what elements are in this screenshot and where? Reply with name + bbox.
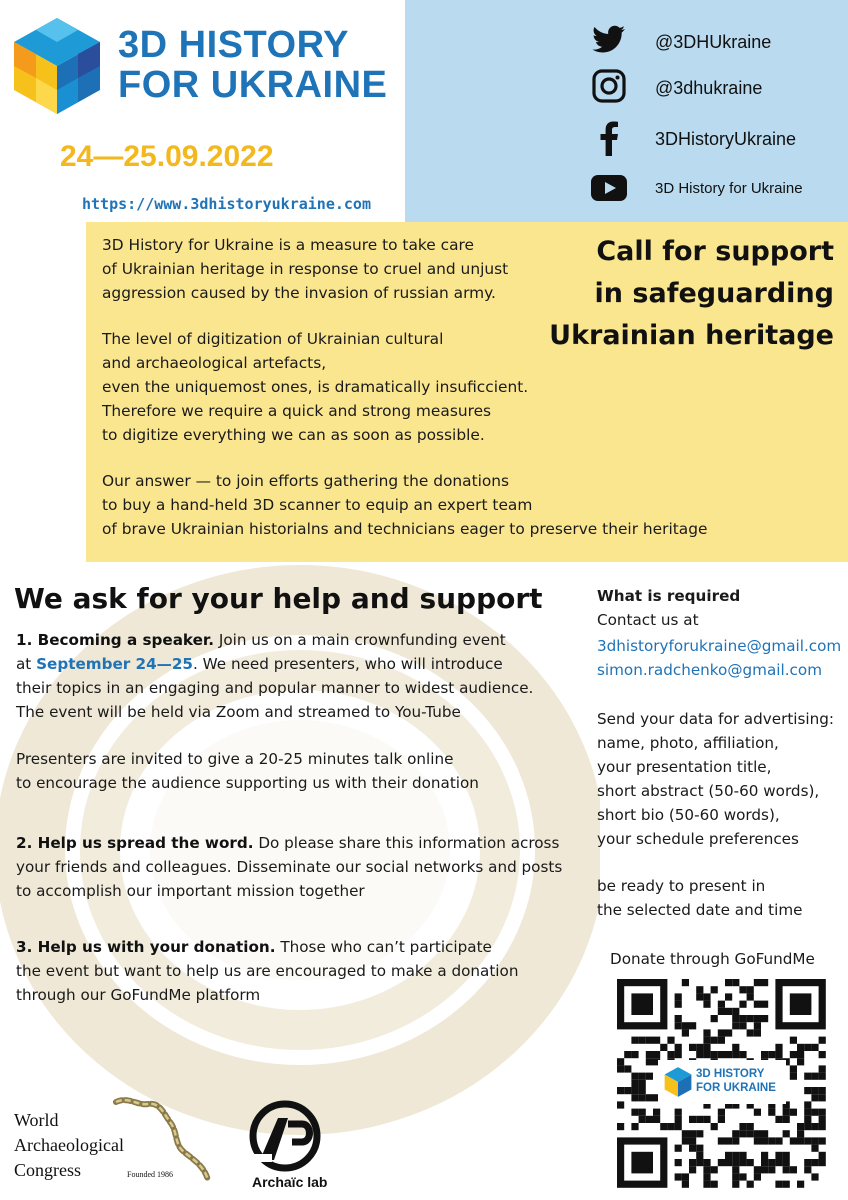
qr-module	[682, 1137, 689, 1144]
required-line: name, photo, affiliation,	[597, 734, 779, 752]
qr-module	[718, 1008, 725, 1015]
qr-module	[675, 1173, 682, 1180]
qr-module	[660, 1044, 667, 1051]
qr-module	[804, 1073, 811, 1080]
qr-logo-line1: 3D HISTORY	[696, 1068, 765, 1080]
qr-module	[653, 1116, 660, 1123]
qr-module	[811, 1159, 818, 1166]
qr-module	[675, 1051, 682, 1058]
qr-module	[819, 1152, 826, 1159]
qr-module	[811, 1145, 818, 1152]
qr-module	[768, 1166, 775, 1173]
qr-module	[696, 1159, 703, 1166]
qr-module	[804, 1087, 811, 1094]
wac-line2: Archaeological	[14, 1135, 124, 1155]
qr-module	[689, 1145, 696, 1152]
qr-module	[646, 1116, 653, 1123]
qr-module	[804, 1116, 811, 1123]
required-heading: What is required	[597, 587, 741, 605]
support-heading: We ask for your help and support	[14, 582, 543, 615]
qr-module	[725, 1159, 732, 1166]
qr-module	[811, 1123, 818, 1130]
qr-module	[761, 979, 768, 986]
qr-module	[653, 1037, 660, 1044]
qr-module	[747, 1015, 754, 1022]
qr-module	[775, 1181, 782, 1188]
facebook-icon	[590, 120, 628, 156]
qr-module	[718, 1109, 725, 1116]
qr-module	[718, 1037, 725, 1044]
qr-module	[747, 993, 754, 1000]
qr-module	[718, 1051, 725, 1058]
qr-module	[761, 1166, 768, 1173]
qr-module	[804, 1044, 811, 1051]
qr-module	[790, 1109, 797, 1116]
qr-module	[639, 1037, 646, 1044]
qr-module	[768, 1159, 775, 1166]
required-line: your schedule preferences	[597, 830, 799, 848]
intro-line: to buy a hand-held 3D scanner to equip an expert team	[102, 496, 533, 514]
qr-center-logo	[658, 1060, 786, 1104]
qr-module	[682, 979, 689, 986]
qr-module	[696, 1145, 703, 1152]
qr-module	[646, 1051, 653, 1058]
qr-module	[797, 1051, 804, 1058]
qr-module	[675, 993, 682, 1000]
qr-module	[790, 1037, 797, 1044]
qr-module	[617, 1123, 624, 1130]
qr-module	[783, 1130, 790, 1137]
qr-module	[761, 1001, 768, 1008]
qr-module	[797, 1137, 804, 1144]
qr-module	[819, 1137, 826, 1144]
qr-module	[819, 1087, 826, 1094]
qr-module	[790, 1073, 797, 1080]
qr-module	[689, 1166, 696, 1173]
qr-module	[783, 1166, 790, 1173]
qr-module	[819, 1073, 826, 1080]
qr-module	[711, 1037, 718, 1044]
qr-module	[703, 1181, 710, 1188]
qr-module	[711, 1015, 718, 1022]
required-line: short abstract (50-60 words),	[597, 782, 820, 800]
qr-module	[725, 1152, 732, 1159]
qr-module	[790, 1166, 797, 1173]
qr-module	[725, 979, 732, 986]
archaic-lab-logo-icon	[240, 1098, 330, 1178]
qr-module	[703, 1051, 710, 1058]
qr-module	[675, 1015, 682, 1022]
qr-module	[783, 1116, 790, 1123]
wac-line3: Congress	[14, 1160, 81, 1180]
qr-module	[646, 1094, 653, 1101]
item1-line3: their topics in an engaging and popular manner to widest audience.	[16, 679, 534, 697]
call-heading-line2: in safeguarding	[594, 278, 834, 309]
item3-line1: 3. Help us with your donation. Those who can’t participate	[16, 938, 492, 956]
intro-line: aggression caused by the invasion of russian army.	[102, 284, 496, 302]
qr-logo-cube-icon	[664, 1066, 692, 1098]
qr-module	[624, 1065, 631, 1072]
qr-module	[639, 1080, 646, 1087]
qr-module	[732, 1051, 739, 1058]
youtube-row[interactable]	[590, 170, 628, 206]
qr-module	[761, 1130, 768, 1137]
qr-module	[689, 1022, 696, 1029]
contact-label: Contact us at	[597, 611, 699, 629]
qr-module	[739, 1173, 746, 1180]
qr-module	[732, 1173, 739, 1180]
qr-module	[667, 1051, 674, 1058]
qr-module	[631, 1051, 638, 1058]
qr-module	[703, 1116, 710, 1123]
qr-module	[804, 1166, 811, 1173]
twitter-icon	[590, 22, 628, 58]
qr-module	[689, 1044, 696, 1051]
qr-module	[725, 1051, 732, 1058]
qr-module	[768, 1109, 775, 1116]
qr-module	[667, 1037, 674, 1044]
qr-module	[739, 1015, 746, 1022]
wac-founded: Founded 1986	[127, 1170, 173, 1179]
qr-module	[775, 1159, 782, 1166]
qr-module	[819, 1159, 826, 1166]
qr-module	[804, 1109, 811, 1116]
qr-module	[617, 1101, 624, 1108]
qr-module	[783, 1159, 790, 1166]
event-date-highlight: September 24—25	[36, 655, 193, 673]
qr-module	[711, 1051, 718, 1058]
qr-module	[732, 1022, 739, 1029]
qr-finder-pattern	[631, 1152, 653, 1174]
qr-module	[739, 1001, 746, 1008]
qr-module	[718, 1137, 725, 1144]
gofundme-qr-code[interactable]	[612, 974, 832, 1190]
qr-module	[653, 1109, 660, 1116]
qr-module	[675, 1116, 682, 1123]
qr-module	[675, 1109, 682, 1116]
qr-module	[703, 1001, 710, 1008]
call-heading-line3: Ukrainian heritage	[549, 320, 834, 351]
3d-history-logo-icon	[12, 16, 102, 116]
qr-module	[775, 1116, 782, 1123]
qr-module	[819, 1116, 826, 1123]
qr-module	[797, 1130, 804, 1137]
ready-line1: be ready to present in	[597, 877, 766, 895]
qr-module	[811, 1137, 818, 1144]
qr-module	[631, 1087, 638, 1094]
qr-module	[675, 1001, 682, 1008]
qr-module	[747, 1159, 754, 1166]
qr-module	[682, 1173, 689, 1180]
qr-module	[775, 1137, 782, 1144]
qr-module	[761, 1051, 768, 1058]
qr-module	[732, 1152, 739, 1159]
qr-module	[783, 1109, 790, 1116]
qr-module	[732, 1166, 739, 1173]
qr-module	[631, 1037, 638, 1044]
instagram-icon	[590, 68, 628, 104]
qr-module	[732, 1008, 739, 1015]
youtube-icon	[590, 170, 628, 206]
qr-module	[675, 1159, 682, 1166]
qr-module	[768, 1137, 775, 1144]
twitter-row[interactable]	[590, 22, 628, 58]
qr-module	[768, 1051, 775, 1058]
qr-module	[631, 1123, 638, 1130]
email-link-secondary[interactable]: simon.radchenko@gmail.com	[597, 661, 822, 679]
qr-module	[747, 1181, 754, 1188]
qr-module	[617, 1065, 624, 1072]
qr-module	[754, 1015, 761, 1022]
email-link-primary[interactable]: 3dhistoryforukraine@gmail.com	[597, 637, 842, 655]
wac-line1: World	[14, 1110, 59, 1130]
qr-module	[718, 1029, 725, 1036]
qr-module	[617, 1087, 624, 1094]
qr-module	[739, 1022, 746, 1029]
website-link[interactable]: https://www.3dhistoryukraine.com	[82, 195, 371, 213]
qr-module	[639, 1087, 646, 1094]
qr-module	[775, 1044, 782, 1051]
qr-module	[761, 1159, 768, 1166]
qr-module	[790, 1051, 797, 1058]
item1-line4: The event will be held via Zoom and streamed to You-Tube	[16, 703, 461, 721]
required-line: your presentation title,	[597, 758, 772, 776]
qr-module	[725, 1137, 732, 1144]
item1-line5: Presenters are invited to give a 20-25 minutes talk online	[16, 750, 454, 768]
qr-module	[725, 1008, 732, 1015]
facebook-handle[interactable]: 3DHistoryUkraine	[655, 129, 797, 149]
qr-module	[747, 1130, 754, 1137]
qr-module	[703, 1166, 710, 1173]
qr-module	[732, 1130, 739, 1137]
qr-module	[725, 993, 732, 1000]
qr-module	[725, 1029, 732, 1036]
qr-module	[761, 1015, 768, 1022]
qr-module	[718, 1001, 725, 1008]
qr-module	[804, 1123, 811, 1130]
qr-module	[696, 986, 703, 993]
item1-line1: 1. Becoming a speaker. Join us on a main crownfunding event	[16, 631, 506, 649]
qr-module	[811, 1094, 818, 1101]
qr-module	[703, 993, 710, 1000]
qr-module	[631, 1080, 638, 1087]
qr-module	[667, 1123, 674, 1130]
qr-module	[819, 1094, 826, 1101]
qr-module	[639, 1073, 646, 1080]
qr-module	[639, 1116, 646, 1123]
qr-module	[732, 1044, 739, 1051]
qr-module	[739, 1123, 746, 1130]
qr-module	[754, 1130, 761, 1137]
qr-module	[819, 1051, 826, 1058]
donate-label: Donate through GoFundMe	[610, 950, 815, 968]
instagram-handle[interactable]: @3dhukraine	[655, 78, 763, 98]
qr-module	[747, 1123, 754, 1130]
intro-line: Our answer — to join efforts gathering the donations	[102, 472, 510, 490]
qr-module	[703, 1037, 710, 1044]
qr-module	[682, 1130, 689, 1137]
intro-line: The level of digitization of Ukrainian cultural	[102, 330, 444, 348]
qr-module	[675, 1123, 682, 1130]
qr-module	[675, 1145, 682, 1152]
qr-module	[711, 1181, 718, 1188]
qr-module	[732, 1181, 739, 1188]
qr-module	[646, 1073, 653, 1080]
qr-module	[732, 1159, 739, 1166]
instagram-row[interactable]	[590, 68, 628, 104]
item1-line6: to encourage the audience supporting us with their donation	[16, 774, 479, 792]
qr-module	[739, 1152, 746, 1159]
qr-module	[747, 1029, 754, 1036]
call-heading-line1: Call for support	[596, 236, 834, 267]
qr-module	[660, 1123, 667, 1130]
qr-module	[754, 1137, 761, 1144]
qr-module	[631, 1094, 638, 1101]
qr-module	[639, 1109, 646, 1116]
qr-module	[711, 1166, 718, 1173]
qr-module	[675, 1044, 682, 1051]
qr-module	[811, 1073, 818, 1080]
item1-line2: at September 24—25. We need presenters, who will introduce	[16, 655, 503, 673]
qr-module	[754, 1022, 761, 1029]
qr-module	[696, 1130, 703, 1137]
intro-line: even the uniquemost ones, is dramatically insuficcient.	[102, 378, 529, 396]
intro-line: of Ukrainian heritage in response to cruel and unjust	[102, 260, 509, 278]
intro-line: to digitize everything we can as soon as possible.	[102, 426, 485, 444]
qr-module	[631, 1073, 638, 1080]
qr-module	[703, 1029, 710, 1036]
qr-module	[775, 1051, 782, 1058]
qr-module	[739, 1130, 746, 1137]
item2-line1: 2. Help us spread the word. Do please share this information across	[16, 834, 560, 852]
qr-module	[639, 1094, 646, 1101]
qr-module	[739, 986, 746, 993]
qr-module	[754, 1001, 761, 1008]
facebook-row[interactable]	[590, 120, 628, 156]
qr-module	[754, 1166, 761, 1173]
intro-line: of brave Ukrainian historialns and technicians eager to preserve their heritage	[102, 520, 708, 538]
qr-module	[689, 1130, 696, 1137]
qr-module	[797, 1058, 804, 1065]
qr-module	[696, 1051, 703, 1058]
qr-module	[811, 1173, 818, 1180]
qr-module	[624, 1051, 631, 1058]
archaic-lab-label: Archaïc lab	[252, 1174, 328, 1190]
qr-module	[732, 1015, 739, 1022]
qr-module	[747, 986, 754, 993]
required-line: Send your data for advertising:	[597, 710, 835, 728]
qr-module	[696, 1152, 703, 1159]
qr-module	[761, 1152, 768, 1159]
qr-module	[696, 1116, 703, 1123]
qr-module	[689, 1159, 696, 1166]
qr-module	[653, 1051, 660, 1058]
qr-module	[675, 1022, 682, 1029]
qr-module	[811, 1109, 818, 1116]
qr-logo-line2: FOR UKRAINE	[696, 1082, 776, 1094]
qr-module	[819, 1065, 826, 1072]
qr-module	[819, 1037, 826, 1044]
qr-module	[703, 1044, 710, 1051]
qr-module	[739, 1051, 746, 1058]
qr-module	[646, 1058, 653, 1065]
qr-module	[797, 1044, 804, 1051]
qr-module	[754, 1109, 761, 1116]
qr-module	[819, 1123, 826, 1130]
qr-module	[718, 1159, 725, 1166]
qr-module	[696, 1044, 703, 1051]
qr-module	[689, 1137, 696, 1144]
qr-module	[703, 1159, 710, 1166]
twitter-handle[interactable]: @3DHUkraine	[655, 32, 772, 52]
qr-module	[703, 1173, 710, 1180]
qr-module	[732, 1137, 739, 1144]
qr-module	[711, 986, 718, 993]
qr-finder-pattern	[631, 993, 653, 1015]
item2-line2: your friends and colleagues. Disseminate our social networks and posts	[16, 858, 563, 876]
qr-module	[754, 1029, 761, 1036]
qr-module	[754, 1173, 761, 1180]
qr-module	[797, 1181, 804, 1188]
qr-module	[811, 1087, 818, 1094]
qr-module	[804, 1101, 811, 1108]
qr-module	[754, 979, 761, 986]
qr-module	[689, 1116, 696, 1123]
qr-module	[790, 1065, 797, 1072]
required-line: short bio (50-60 words),	[597, 806, 780, 824]
intro-line: 3D History for Ukraine is a measure to take care	[102, 236, 474, 254]
youtube-channel[interactable]: 3D History for Ukraine	[655, 180, 803, 197]
intro-line: and archaeological artefacts,	[102, 354, 327, 372]
qr-module	[718, 1116, 725, 1123]
qr-module	[711, 1123, 718, 1130]
intro-line: Therefore we require a quick and strong measures	[102, 402, 492, 420]
event-dates: 24—25.09.2022	[60, 140, 274, 173]
qr-module	[624, 1087, 631, 1094]
qr-module	[804, 1137, 811, 1144]
qr-module	[804, 1159, 811, 1166]
qr-module	[682, 1181, 689, 1188]
item3-line3: through our GoFundMe platform	[16, 986, 261, 1004]
qr-module	[696, 993, 703, 1000]
qr-module	[646, 1037, 653, 1044]
qr-finder-pattern	[790, 993, 812, 1015]
qr-module	[775, 1152, 782, 1159]
item3-line2: the event but want to help us are encouraged to make a donation	[16, 962, 519, 980]
qr-module	[631, 1109, 638, 1116]
qr-module	[682, 1029, 689, 1036]
qr-module	[783, 1181, 790, 1188]
qr-module	[797, 1123, 804, 1130]
logo-title-line1: 3D HISTORY	[118, 24, 349, 66]
qr-module	[732, 979, 739, 986]
qr-module	[761, 1137, 768, 1144]
item2-line3: to accomplish our important mission together	[16, 882, 365, 900]
qr-module	[811, 1044, 818, 1051]
logo-title-line2: FOR UKRAINE	[118, 64, 388, 106]
ready-line2: the selected date and time	[597, 901, 803, 919]
qr-module	[790, 1137, 797, 1144]
qr-module	[739, 1159, 746, 1166]
qr-module	[682, 1022, 689, 1029]
qr-module	[617, 1058, 624, 1065]
qr-module	[819, 1109, 826, 1116]
qr-module	[783, 1152, 790, 1159]
